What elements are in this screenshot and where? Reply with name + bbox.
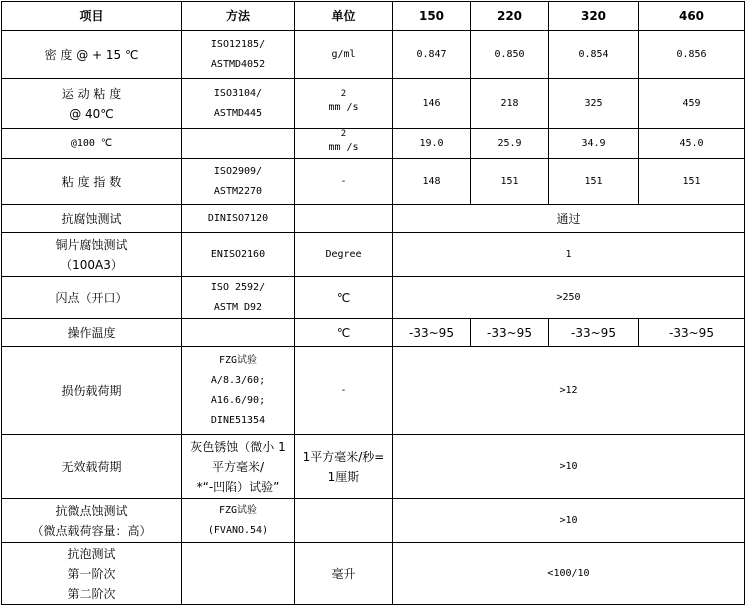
unit-cell: Degree [295,233,393,277]
method-cell [182,31,295,79]
value-cell: -33~95 [471,319,549,347]
method-cell [182,499,295,543]
row-copper-corrosion [2,233,745,277]
item-line: 运 动 粘 度 [61,86,122,101]
item-cell [2,233,182,277]
method-line: FZG试验 [218,504,258,516]
unit-cell [295,79,393,129]
value-cell: 459 [639,79,745,129]
spec-table [1,1,745,605]
method-line: ASTM2270 [213,185,263,197]
unit-line: 1厘斯 [327,469,360,484]
item-cell [2,543,182,605]
item-cell: 操作温度 [2,319,182,347]
value-cell: 34.9 [549,129,639,159]
row-kv40 [2,79,745,129]
unit-line: 1平方毫米/秒= [302,449,385,464]
item-line: 抗微点蚀测试 [55,503,128,518]
unit-exponent: 2 [340,88,347,99]
method-line: A16.6/90; [210,394,266,406]
item-cell: 损伤载荷期 [2,347,182,435]
method-line: ISO3104/ [213,87,263,99]
unit-cell: g/ml [295,31,393,79]
value-cell: 45.0 [639,129,745,159]
header-row [2,2,745,31]
row-density [2,31,745,79]
method-line: ISO2909/ [213,165,263,177]
item-line: @ 40℃ [69,106,114,121]
item-cell: 无效载荷期 [2,435,182,499]
unit-cell [295,435,393,499]
value-cell: 19.0 [393,129,471,159]
value-cell: -33~95 [393,319,471,347]
row-foam-test [2,543,745,605]
value-cell: 151 [549,159,639,205]
method-cell [182,319,295,347]
unit-cell [295,499,393,543]
row-no-load [2,435,745,499]
row-damage-load [2,347,745,435]
header-method: 方法 [182,2,295,31]
unit-cell [295,205,393,233]
method-cell [182,129,295,159]
unit-exponent: 2 [340,129,347,139]
item-line: 第一阶次 [67,566,116,581]
item-line: （微点载荷容量：高） [31,523,152,538]
merged-value-cell: >10 [393,435,745,499]
item-line: 第二阶次 [67,586,116,601]
value-cell: 0.847 [393,31,471,79]
method-line: ASTMD4052 [210,58,266,70]
unit-mm2s [328,89,358,113]
row-kv100 [2,129,745,159]
value-cell: 146 [393,79,471,129]
merged-value-cell: <100/10 [393,543,745,605]
row-micropitting [2,499,745,543]
header-grade-320: 320 [549,2,639,31]
row-viscosity-index [2,159,745,205]
unit-base: mm /s [328,142,359,154]
row-rust-test [2,205,745,233]
value-cell: 218 [471,79,549,129]
row-operating-temp [2,319,745,347]
value-cell: -33~95 [549,319,639,347]
method-cell [182,435,295,499]
unit-cell [295,129,393,159]
unit-cell: ℃ [295,319,393,347]
unit-mm2s [328,129,358,153]
value-cell: 0.850 [471,31,549,79]
item-cell: 粘 度 指 数 [2,159,182,205]
item-line: 抗泡测试 [67,546,116,561]
unit-cell: 毫升 [295,543,393,605]
merged-value-cell: >10 [393,499,745,543]
method-line: FZG试验 [218,354,258,366]
method-line: *“-凹陷）试验” [196,479,280,494]
unit-cell: ℃ [295,277,393,319]
method-cell [182,277,295,319]
method-line: ISO 2592/ [210,281,266,293]
method-cell [182,543,295,605]
value-cell: 0.854 [549,31,639,79]
merged-value-cell: 1 [393,233,745,277]
value-cell: 151 [471,159,549,205]
item-cell: 闪点（开口） [2,277,182,319]
merged-value-cell: 通过 [393,205,745,233]
item-cell: @100 ℃ [2,129,182,159]
method-line: ISO12185/ [210,38,266,50]
item-cell [2,79,182,129]
unit-cell: - [295,159,393,205]
method-cell [182,159,295,205]
method-cell [182,347,295,435]
header-grade-460: 460 [639,2,745,31]
value-cell: 151 [639,159,745,205]
merged-value-cell: >250 [393,277,745,319]
method-cell: DINISO7120 [182,205,295,233]
method-line: ASTMD445 [213,107,263,119]
value-cell: 325 [549,79,639,129]
method-line: ASTM D92 [213,301,263,313]
header-grade-150: 150 [393,2,471,31]
item-line: （100A3） [60,257,123,272]
method-line: A/8.3/60; [210,374,266,386]
header-item: 项目 [2,2,182,31]
value-cell: 0.856 [639,31,745,79]
method-cell: ENISO2160 [182,233,295,277]
merged-value-cell: >12 [393,347,745,435]
method-line: 平方毫米/ [211,459,265,474]
row-flash-point [2,277,745,319]
method-cell [182,79,295,129]
unit-cell: - [295,347,393,435]
value-cell: 25.9 [471,129,549,159]
unit-base: mm /s [328,102,359,114]
item-cell: 抗腐蚀测试 [2,205,182,233]
method-line: 灰色锈蚀（微小 1 [190,439,286,454]
header-unit: 单位 [295,2,393,31]
header-grade-220: 220 [471,2,549,31]
method-line: (FVANO.54) [207,524,269,536]
method-line: DINE51354 [210,414,266,426]
item-cell [2,499,182,543]
item-line: 铜片腐蚀测试 [55,237,128,252]
item-cell: 密 度 @ + 15 ℃ [2,31,182,79]
value-cell: 148 [393,159,471,205]
value-cell: -33~95 [639,319,745,347]
